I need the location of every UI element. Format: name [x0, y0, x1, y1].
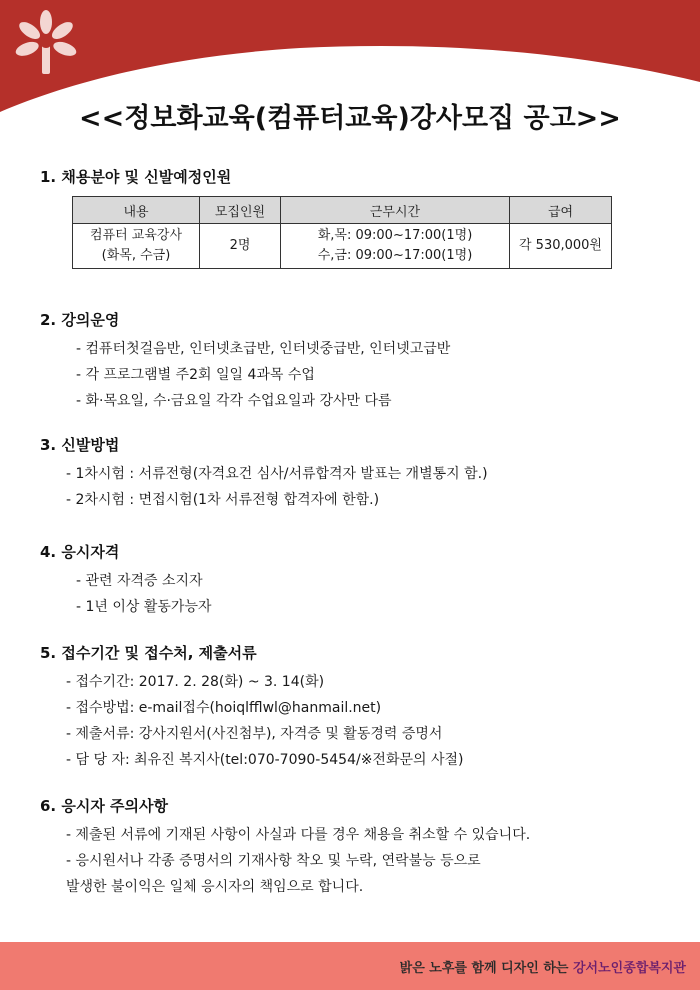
cell-line: (화목, 수금) — [101, 248, 171, 263]
list-item: - 각 프로그램별 주2회 일일 4과목 수업 — [76, 367, 315, 383]
list-item: - 컴퓨터첫걸음반, 인터넷초급반, 인터넷중급반, 인터넷고급반 — [76, 341, 451, 357]
bullet-list — [40, 669, 680, 773]
bullet-list — [40, 461, 680, 513]
cell-line: 화,목: 09:00~17:00(1명) — [317, 228, 473, 243]
list-item: - 2차시험 : 면접시험(1차 서류전형 합격자에 한함.) — [66, 492, 380, 508]
section-heading: 2. 강의운영 — [40, 311, 120, 329]
section-recruitment — [40, 166, 680, 193]
table-cell-count: 2명 — [200, 224, 281, 269]
table-header-row — [73, 197, 612, 224]
table-cell-content — [73, 224, 200, 269]
bullet-list — [40, 568, 680, 620]
page-title: <<정보화교육(컴퓨터교육)강사모집 공고>> — [79, 103, 621, 134]
cell-line: 컴퓨터 교육강사 — [89, 228, 183, 243]
list-item: - 접수방법: e-mail접수(hoiqlfflwl@hanmail.net) — [66, 700, 382, 716]
section-heading: 4. 응시자격 — [40, 543, 120, 561]
cell-line: 수,금: 09:00~17:00(1명) — [317, 248, 473, 263]
section-heading: 5. 접수기간 및 접수처, 제출서류 — [40, 644, 257, 662]
list-item: - 응시원서나 각종 증명서의 기재사항 착오 및 누락, 연락불능 등으로 — [66, 853, 481, 869]
list-item: - 제출서류: 강사지원서(사진첨부), 자격증 및 활동경력 증명서 — [66, 726, 443, 742]
section-heading: 3. 신발방법 — [40, 436, 120, 454]
list-item: - 접수기간: 2017. 2. 28(화) ~ 3. 14(화) — [66, 674, 325, 690]
section-application — [40, 642, 680, 773]
footer-org-name: 강서노인종합복지관 — [572, 961, 686, 976]
table-header-cell: 근무시간 — [281, 197, 510, 224]
table-row — [73, 224, 612, 269]
footer-slogan-text: 밝은 노후를 함께 디자인 하는 — [399, 961, 573, 976]
list-item-continuation: 발생한 불이익은 일체 응시자의 책임으로 합니다. — [66, 879, 364, 895]
bullet-list — [40, 822, 680, 900]
section-selection — [40, 434, 680, 513]
list-item: - 제출된 서류에 기재된 사항이 사실과 다를 경우 채용을 취소할 수 있습니다. — [66, 827, 531, 843]
list-item: - 1년 이상 활동가능자 — [76, 599, 212, 615]
list-item: - 관련 자격증 소지자 — [76, 573, 203, 589]
table-cell-pay: 각 530,000원 — [510, 224, 612, 269]
section-heading: 1. 채용분야 및 신발예정인원 — [40, 168, 232, 186]
section-lecture — [40, 309, 680, 414]
section-notice — [40, 795, 680, 900]
table-header-cell: 모집인원 — [200, 197, 281, 224]
table-cell-time — [281, 224, 510, 269]
table-header-cell: 내용 — [73, 197, 200, 224]
list-item: - 화·목요일, 수·금요일 각각 수업요일과 강사만 다름 — [76, 393, 392, 409]
section-qualification — [40, 541, 680, 620]
section-heading: 6. 응시자 주의사항 — [40, 797, 169, 815]
bullet-list — [40, 336, 680, 414]
flower-emblem-icon — [8, 8, 84, 78]
table-header-cell: 급여 — [510, 197, 612, 224]
recruitment-table — [72, 196, 612, 269]
list-item: - 1차시험 : 서류전형(자격요건 심사/서류합격자 발표는 개별통지 함.) — [66, 466, 488, 482]
footer-slogan — [400, 957, 686, 976]
list-item: - 담 당 자: 최유진 복지사(tel:070-7090-5454/※전화문의 사절) — [66, 752, 464, 768]
